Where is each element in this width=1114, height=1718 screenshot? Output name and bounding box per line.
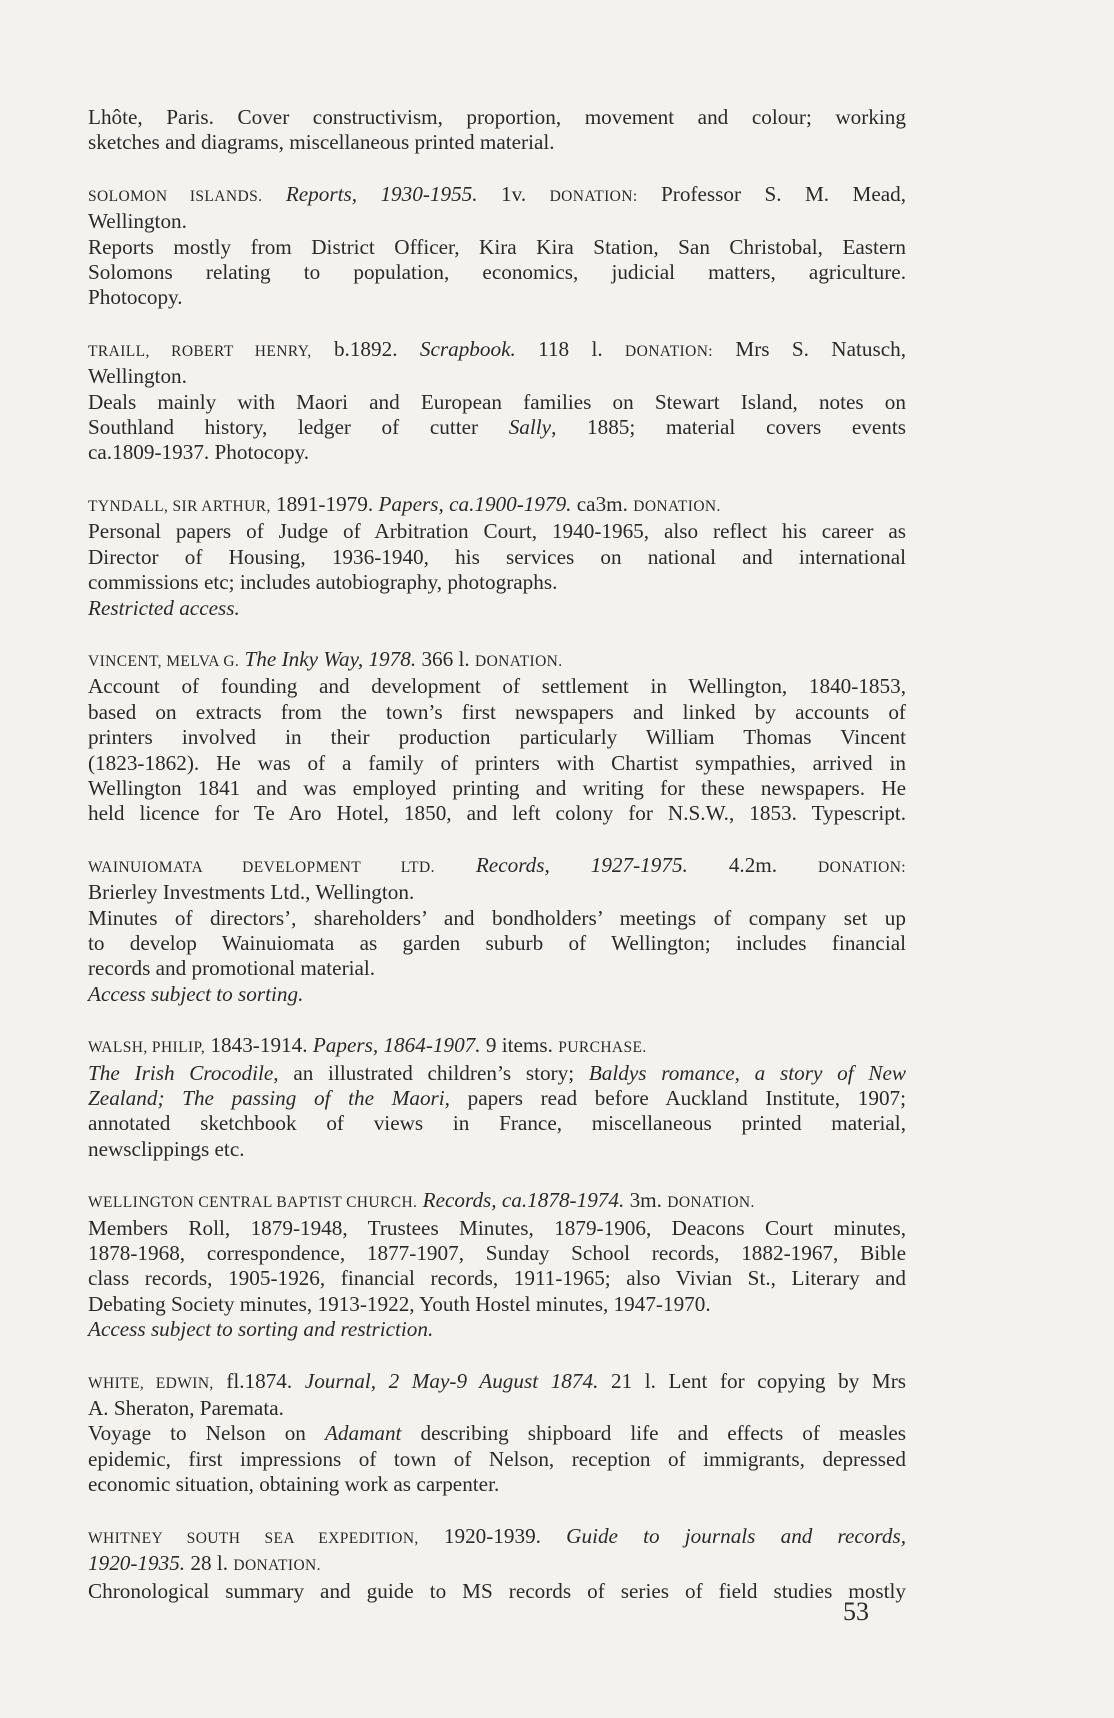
- entry-acquisition: Lent for copying by Mrs: [668, 1368, 907, 1393]
- text-line: Chronological summary and guide to MS records of series of field studies mostly: [88, 1578, 906, 1603]
- entry-extent: 3m.: [629, 1188, 662, 1213]
- entry-source: Mrs S. Natusch,: [735, 336, 907, 361]
- text-line: epidemic, first impressions of town of Nelson, reception of immigrants, depressed: [88, 1446, 906, 1471]
- text-line: Photocopy.: [88, 285, 183, 310]
- entry-heading: [88, 1033, 906, 1060]
- text-line: Reports mostly from District Officer, Kira Kira Station, San Christobal, Eastern: [88, 234, 906, 259]
- entry-heading: [88, 647, 906, 674]
- catalogue-entry: [88, 492, 906, 621]
- text-line: [88, 1061, 906, 1086]
- entry-name: TYNDALL, SIR ARTHUR,: [88, 497, 271, 515]
- text-fragment: papers read before Auckland Institute, 1907;: [467, 1086, 907, 1110]
- intro-paragraph: [88, 105, 906, 156]
- entry-extent: 1v.: [501, 181, 527, 206]
- entry-extent: 4.2m.: [728, 852, 778, 877]
- entry-acquisition: DONATION:: [625, 342, 714, 360]
- entry-dates: 1891-1979.: [276, 491, 374, 516]
- text-line: 1878-1968, correspondence, 1877-1907, Sunday School records, 1882-1967, Bible: [88, 1241, 906, 1266]
- entry-name: VINCENT, MELVA G.: [88, 652, 240, 670]
- italic-fragment: Baldys romance, a story of New: [588, 1060, 907, 1085]
- text-line: Members Roll, 1879-1948, Trustees Minutes, 1879-1906, Deacons Court minutes,: [88, 1215, 906, 1240]
- entry-heading: [88, 492, 906, 519]
- page-number: 53: [843, 1597, 869, 1626]
- entry-heading: [88, 1369, 906, 1396]
- entry-name: SOLOMON ISLANDS.: [88, 187, 263, 205]
- entry-title: The Inky Way, 1978.: [244, 646, 417, 671]
- entry-acquisition: DONATION.: [475, 652, 563, 670]
- text-line: Minutes of directors’, shareholders’ and bondholders’ meetings of company set up: [88, 905, 906, 930]
- entry-heading: [88, 1524, 906, 1551]
- entry-extent: ca3m.: [576, 491, 628, 516]
- entry-acquisition: DONATION:: [549, 187, 638, 205]
- entry-acquisition: PURCHASE.: [558, 1039, 647, 1057]
- text-line: Lhôte, Paris. Cover constructivism, proportion, movement and colour; working: [88, 105, 906, 129]
- text-line: economic situation, obtaining work as carpenter.: [88, 1472, 500, 1497]
- entry-acquisition: DONATION:: [818, 858, 907, 876]
- text-line: ca.1809-1937. Photocopy.: [88, 440, 310, 465]
- entry-name: WHITE, EDWIN,: [88, 1374, 214, 1392]
- page-content: [88, 105, 906, 1630]
- entry-title: Guide to journals and records,: [566, 1523, 907, 1548]
- entry-heading: [88, 337, 906, 364]
- entry-title: Papers, ca.1900-1979.: [378, 491, 572, 516]
- catalogue-entry: [88, 182, 906, 311]
- text-fragment: Southland history, ledger of cutter: [88, 415, 479, 440]
- entry-source-cont: Brierley Investments Ltd., Wellington.: [88, 880, 415, 905]
- catalogue-entry: [88, 853, 906, 1007]
- text-line: (1823-1862). He was of a family of printers with Chartist sympathies, arrived in: [88, 750, 906, 775]
- text-line: printers involved in their production particularly William Thomas Vincent: [88, 725, 906, 750]
- text-line: class records, 1905-1926, financial records, 1911-1965; also Vivian St., Literary and: [88, 1266, 906, 1291]
- entry-extent: 9 items.: [485, 1033, 553, 1058]
- entry-extent: 118 l.: [538, 336, 603, 361]
- entry-title: Records, 1927-1975.: [475, 852, 688, 877]
- entry-title-cont: 1920-1935.: [88, 1551, 186, 1576]
- entry-heading: [88, 182, 906, 209]
- entry-source-cont: A. Sheraton, Paremata.: [88, 1396, 284, 1421]
- text-line: [88, 415, 906, 440]
- catalogue-entry: [88, 1524, 906, 1604]
- entry-extent: 366 l.: [421, 646, 470, 671]
- entry-heading: [88, 853, 906, 880]
- text-line: Personal papers of Judge of Arbitration Court, 1940-1965, also reflect his career as: [88, 519, 906, 544]
- catalogue-entry: [88, 1188, 906, 1342]
- text-line: commissions etc; includes autobiography, photographs.: [88, 570, 558, 595]
- entry-name: WAINUIOMATA DEVELOPMENT LTD.: [88, 858, 435, 876]
- text-fragment: describing shipboard life and effects of measles: [420, 1421, 907, 1446]
- entry-source: Professor S. M. Mead,: [660, 181, 907, 206]
- text-line: Account of founding and development of settlement in Wellington, 1840-1853,: [88, 674, 906, 699]
- italic-fragment: The Irish Crocodile,: [88, 1060, 279, 1085]
- entry-acquisition: DONATION.: [233, 1557, 321, 1575]
- entry-acquisition: DONATION.: [667, 1194, 755, 1212]
- catalogue-entry: [88, 1369, 906, 1498]
- entry-title: Reports, 1930-1955.: [285, 181, 478, 206]
- entry-title: Records, ca.1878-1974.: [422, 1188, 625, 1213]
- access-note: Access subject to sorting.: [88, 981, 304, 1006]
- text-line: based on extracts from the town’s first newspapers and linked by accounts of: [88, 699, 906, 724]
- italic-fragment: Sally: [508, 415, 552, 440]
- text-line: Deals mainly with Maori and European families on Stewart Island, notes on: [88, 389, 906, 414]
- entry-dates: 1920-1939.: [443, 1523, 541, 1548]
- text-line: annotated sketchbook of views in France, miscellaneous printed material,: [88, 1111, 906, 1136]
- entry-source-cont: Wellington.: [88, 209, 187, 234]
- text-fragment: Voyage to Nelson on: [88, 1421, 306, 1446]
- entry-extent: 28 l.: [190, 1551, 229, 1576]
- text-line: sketches and diagrams, miscellaneous printed material.: [88, 130, 555, 155]
- entry-source-cont: Wellington.: [88, 364, 187, 389]
- entry-dates: 1843-1914.: [210, 1033, 308, 1058]
- entry-extent: 21 l.: [610, 1368, 656, 1393]
- entry-acquisition: DONATION.: [633, 497, 721, 515]
- text-line: Wellington 1841 and was employed printing and writing for these newspapers. He: [88, 775, 906, 800]
- entry-dates: b.1892.: [333, 336, 398, 361]
- entry-name: TRAILL, ROBERT HENRY,: [88, 342, 312, 360]
- text-line: records and promotional material.: [88, 956, 376, 981]
- entry-heading-cont: [88, 1551, 906, 1578]
- entry-heading: [88, 1188, 906, 1215]
- text-line: newsclippings etc.: [88, 1136, 245, 1161]
- italic-fragment: Zealand; The passing of the Maori,: [88, 1086, 450, 1110]
- text-line: to develop Wainuiomata as garden suburb of Wellington; includes financial: [88, 930, 906, 955]
- text-line: Solomons relating to population, economics, judicial matters, agriculture.: [88, 260, 906, 285]
- entry-title: Scrapbook.: [419, 336, 516, 361]
- access-note: Restricted access.: [88, 595, 240, 620]
- text-fragment: an illustrated children’s story;: [293, 1060, 575, 1085]
- entry-name: WALSH, PHILIP,: [88, 1039, 206, 1057]
- entry-title: Journal, 2 May-9 August 1874.: [304, 1368, 599, 1393]
- text-fragment: , 1885; material covers events: [551, 415, 907, 440]
- entry-name: WELLINGTON CENTRAL BAPTIST CHURCH.: [88, 1194, 418, 1212]
- italic-fragment: Adamant: [324, 1421, 402, 1446]
- text-line: Director of Housing, 1936-1940, his services on national and international: [88, 544, 906, 569]
- text-line: held licence for Te Aro Hotel, 1850, and left colony for N.S.W., 1853. Typescript.: [88, 801, 906, 826]
- catalogue-entry: [88, 647, 906, 827]
- text-line: [88, 1421, 906, 1446]
- catalogue-entry: [88, 337, 906, 466]
- access-note: Access subject to sorting and restriction.: [88, 1317, 434, 1342]
- catalogue-entry: [88, 1033, 906, 1162]
- entry-title: Papers, 1864-1907.: [312, 1033, 481, 1058]
- text-line: Debating Society minutes, 1913-1922, Youth Hostel minutes, 1947-1970.: [88, 1291, 711, 1316]
- text-line: [88, 1086, 906, 1111]
- entry-name: WHITNEY SOUTH SEA EXPEDITION,: [88, 1529, 419, 1547]
- entry-dates: fl.1874.: [226, 1368, 293, 1393]
